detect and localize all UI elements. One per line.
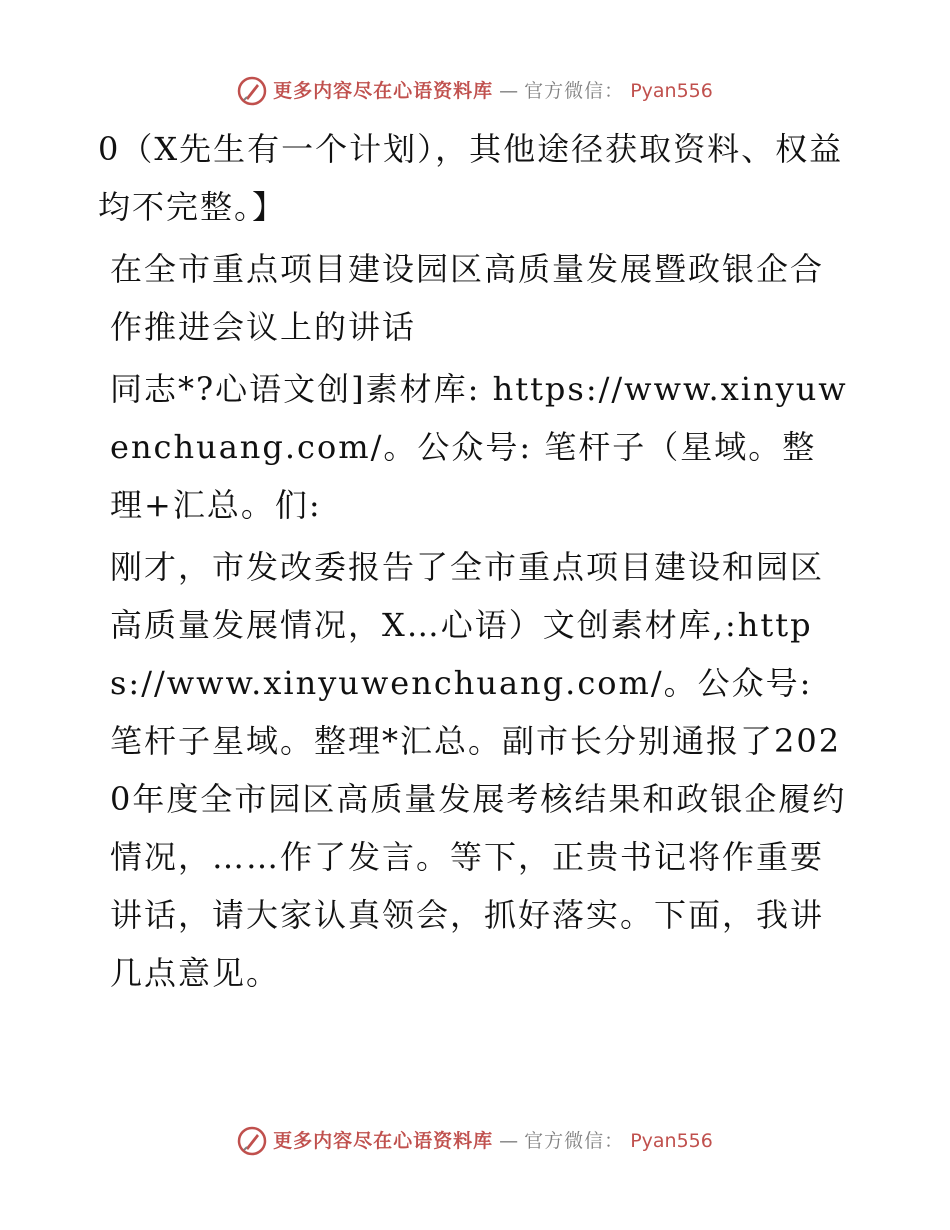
paragraph-salutation: 同志*?心语文创]素材库: https://www.xinyuwenchuang.com/。公众号: 笔杆子（星域。整理+汇总。们:: [110, 370, 848, 524]
footer-watermark: [0, 1126, 950, 1156]
watermark-main-text: 更多内容尽在心语资料库: [273, 80, 494, 102]
header-watermark: [0, 76, 950, 106]
watermark-wechat-id: Pyan556: [630, 80, 713, 102]
watermark-main-text: 更多内容尽在心语资料库: [273, 1130, 494, 1152]
quill-logo-icon: [237, 1126, 267, 1156]
watermark-dash: —: [499, 80, 519, 102]
paragraph-1: 0（X先生有一个计划），其他途径获取资料、权益均不完整。】: [98, 130, 844, 226]
watermark-official-label: 官方微信：: [524, 1130, 625, 1152]
paragraph-body: 刚才，市发改委报告了全市重点项目建设和园区高质量发展情况，X…心语）文创素材库,:https://www.xinyuwenchuang.com/。公众号: 笔杆子星域。整理*汇总。副市长分别通报了2020年度全市园区高质量发展考核结果和政银企履约情况，……作了发言。等下，正贵书记将作重要讲话，请大家认真领会，抓好落实。下面，我讲几点意见。: [110, 548, 847, 992]
watermark-official-label: 官方微信：: [524, 80, 625, 102]
document-body: [98, 120, 848, 1002]
watermark-wechat-id: Pyan556: [630, 1130, 713, 1152]
quill-logo-icon: [237, 76, 267, 106]
document-title: 在全市重点项目建设园区高质量发展暨政银企合作推进会议上的讲话: [110, 250, 825, 346]
watermark-dash: —: [499, 1130, 519, 1152]
